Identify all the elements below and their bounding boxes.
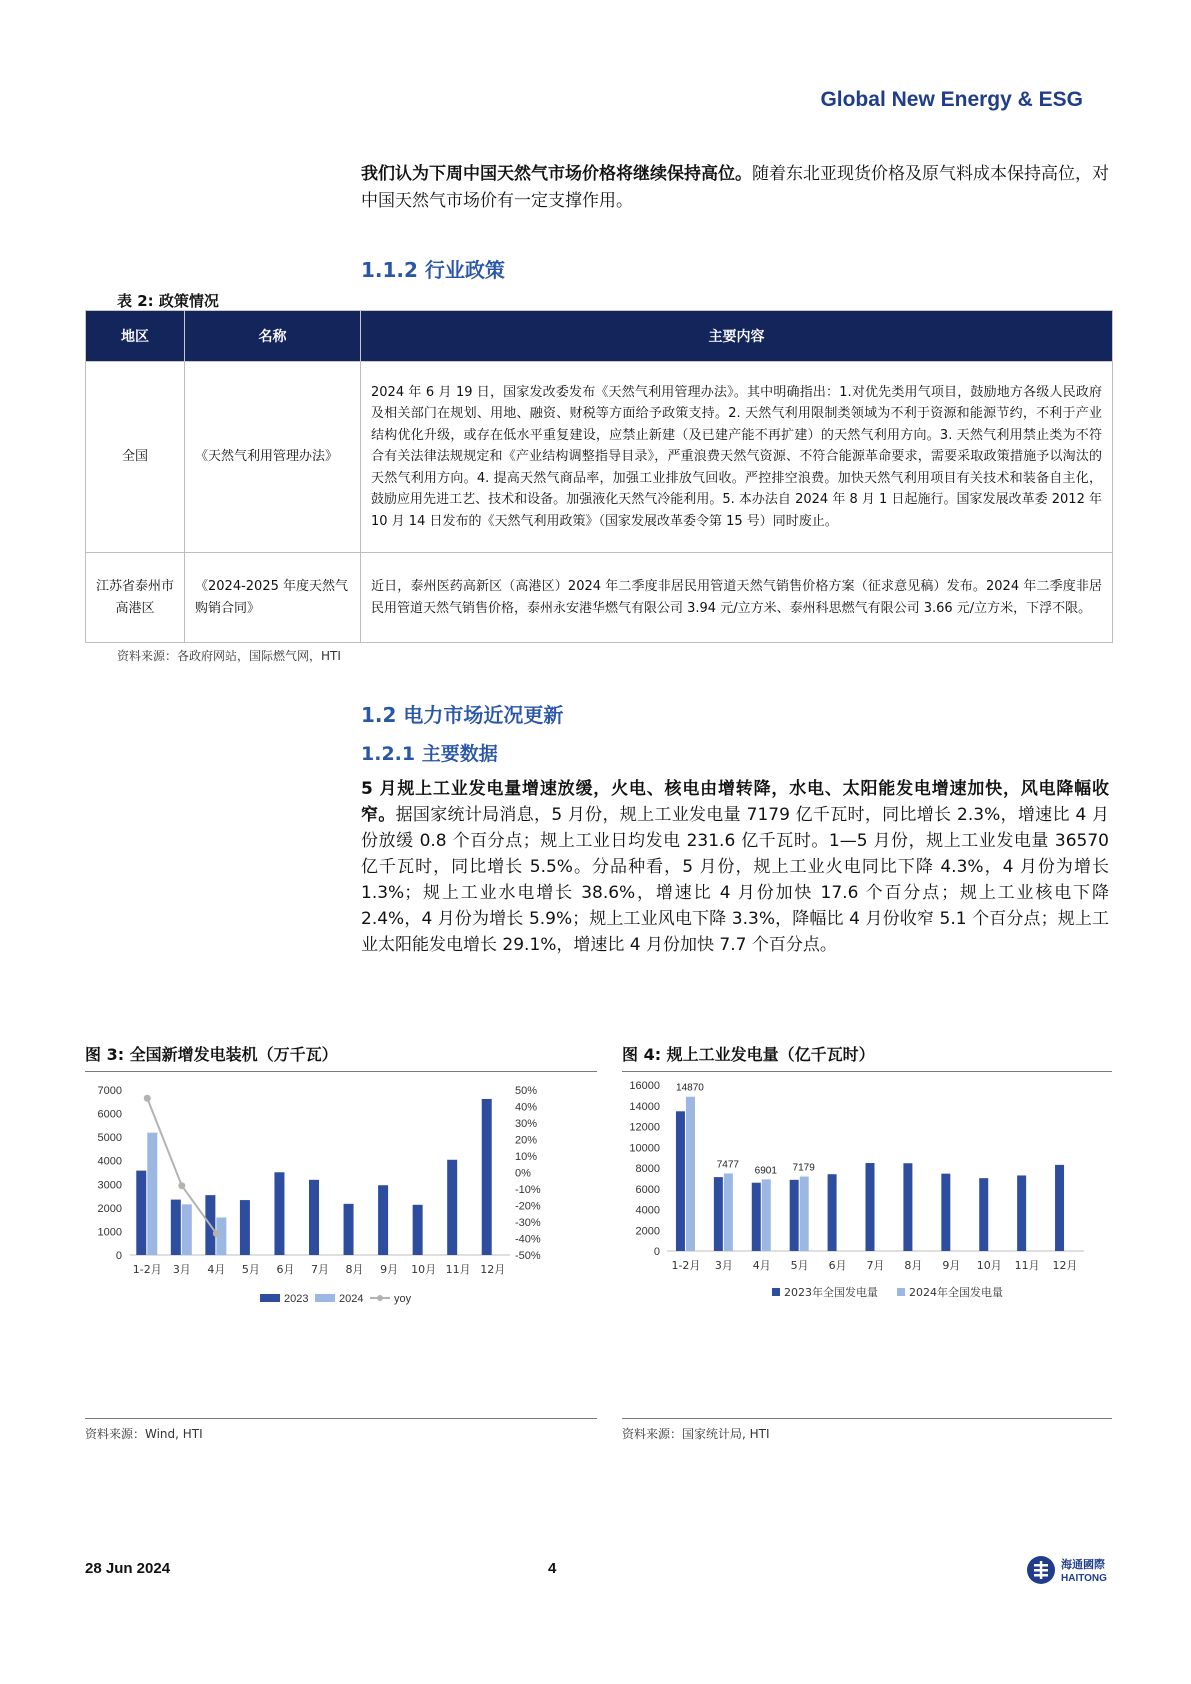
y-tick-label: 6000 <box>635 1183 660 1196</box>
cell-content: 2024 年 6 月 19 日，国家发改委发布《天然气利用管理办法》。其中明确指出：1.对优先类用气项目，鼓励地方各级人民政府及相关部门在规划、用地、融资、财税等方面给予政策支持。2. 天然气利用限制类领域为不利于资源和能源节约，不利于产业结构优化升级，或存在低水平重复建设，应禁止新建（及已建产能不再扩建）的天然气利用方向。3. 天然气利用禁止类为不符合有关法律法规规定和《产业结构调整指导目录》，严重浪费天然气资源、不符合能源革命要求，需要采取政策措施予以淘汰的天然气利用方向。4. 提高天然气商品率，加强工业排放气回收。严控排空浪费。加快天然气利用项目有关技术和装备自主化，鼓励应用先进工艺、技术和设备。加强液化天然气冷能利用。5. 本办法自 2024 年 8 月 1 日起施行。国家发展改革委 2012 年 10 月 14 日发布的《天然气利用政策》（国家发展改革委令第 15 号）同时废止。 <box>361 362 1113 553</box>
footer-page-number: 4 <box>548 1560 557 1577</box>
data-label: 14870 <box>676 1082 704 1094</box>
legend-swatch <box>260 1294 280 1302</box>
table-caption: 表 2: 政策情况 <box>117 292 219 310</box>
intro-bold: 我们认为下周中国天然气市场价格将继续保持高位。 <box>361 164 752 184</box>
data-label: 7477 <box>716 1159 739 1171</box>
intro-paragraph <box>361 161 1109 215</box>
cell-region: 江苏省泰州市高港区 <box>86 553 185 643</box>
x-tick-label: 12月 <box>480 1263 506 1276</box>
y2-tick-label: -30% <box>515 1217 541 1229</box>
figure4-bottom-rule <box>622 1418 1112 1419</box>
cell-content: 近日，泰州医药高新区（高港区）2024 年二季度非居民用管道天然气销售价格方案（征求意见稿）发布。2024 年二季度非居民用管道天然气销售价格，泰州永安港华燃气有限公司 3.94 元/立方米、泰州科思燃气有限公司 3.66 元/立方米，下浮不限。 <box>361 553 1113 643</box>
haitong-logo <box>1025 1553 1115 1587</box>
power-text: 据国家统计局消息，5 月份，规上工业发电量 7179 亿千瓦时，同比增长 2.3%，增速比 4 月份放缓 0.8 个百分点；规上工业日均发电 231.6 亿千瓦时。1—5 月份，规上工业发电量 36570 亿千瓦时，同比增长 5.5%。分品种看，5 月份，规上工业火电同比下降 4.3%，4 月份为增长 1.3%；规上工业水电增长 38.6%，增速比 4 月份加快 17.6 个百分点；规上工业核电下降 2.4%，4 月份为增长 5.9%；规上工业风电下降 3.3%，降幅比 4 月份收窄 5.1 个百分点；规上工业太阳能发电增长 29.1%，增速比 4 月份加快 7.7 个百分点。 <box>361 805 1109 955</box>
bar-2023 <box>866 1163 875 1251</box>
y2-tick-label: -20% <box>515 1200 541 1213</box>
bar-2023 <box>828 1174 837 1251</box>
bar-2023 <box>903 1163 912 1251</box>
haitong-logo-mark <box>1025 1553 1115 1587</box>
x-tick-label: 8月 <box>904 1259 923 1272</box>
bar-2023 <box>790 1180 799 1251</box>
bar-2024 <box>182 1204 192 1255</box>
legend-swatch-marker <box>377 1295 383 1301</box>
bar-2023 <box>344 1204 354 1255</box>
y-tick-label: 2000 <box>635 1225 660 1238</box>
bar-2024 <box>724 1173 733 1251</box>
header-content: 主要内容 <box>361 311 1113 362</box>
x-tick-label: 10月 <box>976 1259 1002 1272</box>
y-tick-label: 12000 <box>629 1121 660 1134</box>
power-paragraph <box>361 776 1109 958</box>
x-tick-label: 12月 <box>1052 1259 1078 1272</box>
x-tick-label: 5月 <box>790 1259 809 1272</box>
bar-2023 <box>447 1160 457 1255</box>
y-tick-label: 1000 <box>97 1226 122 1239</box>
y-tick-label: 6000 <box>97 1108 122 1121</box>
footer-date: 28 Jun 2024 <box>85 1560 171 1577</box>
bar-2023 <box>979 1178 988 1251</box>
bar-2023 <box>676 1111 685 1251</box>
intro-text: 随着东北亚现货价格及原气料成本保持高位，对中国天然气市场价有一定支撑作用。 <box>361 164 1109 211</box>
x-tick-label: 1-2月 <box>132 1263 162 1276</box>
y-tick-label: 7000 <box>97 1085 122 1097</box>
y2-tick-label: 10% <box>515 1151 538 1163</box>
chart-new-capacity <box>85 1075 597 1405</box>
svg-text:HAITONG: HAITONG <box>1061 1573 1107 1584</box>
cell-region: 全国 <box>86 362 185 553</box>
legend-swatch <box>772 1288 780 1296</box>
y-tick-label: 8000 <box>635 1163 660 1175</box>
legend-label: 2023 <box>284 1293 309 1305</box>
bar-2023 <box>482 1099 492 1255</box>
bar-2023 <box>171 1200 181 1255</box>
section-heading-121: 1.2.1 主要数据 <box>361 743 498 765</box>
bar-2023 <box>714 1177 723 1251</box>
power-bold: 5 月规上工业发电量增速放缓，火电、核电由增转降，水电、太阳能发电增速加快，风电降幅收窄。 <box>361 779 1109 825</box>
y-tick-label: 10000 <box>629 1142 660 1155</box>
y2-tick-label: -50% <box>515 1250 541 1262</box>
x-tick-label: 9月 <box>380 1263 399 1276</box>
x-tick-label: 11月 <box>1014 1259 1040 1272</box>
legend-label: yoy <box>394 1293 412 1305</box>
y-tick-label: 16000 <box>629 1080 660 1092</box>
y2-tick-label: 0% <box>515 1167 531 1180</box>
bar-2024 <box>762 1179 771 1251</box>
point-yoy <box>144 1095 151 1102</box>
bar-2024 <box>686 1097 695 1251</box>
figure4-top-rule <box>622 1071 1112 1072</box>
cell-name: 《天然气利用管理办法》 <box>185 362 361 553</box>
x-tick-label: 10月 <box>411 1263 437 1276</box>
y-tick-label: 2000 <box>97 1202 122 1215</box>
bar-2023 <box>413 1205 423 1255</box>
chart-power-generation <box>622 1075 1112 1405</box>
x-tick-label: 6月 <box>828 1259 847 1272</box>
table-row <box>86 553 1113 643</box>
legend-label: 2023年全国发电量 <box>784 1286 878 1299</box>
y2-tick-label: 50% <box>515 1085 538 1097</box>
y-tick-label: 14000 <box>629 1100 660 1113</box>
y-tick-label: 0 <box>115 1250 122 1262</box>
figure4-caption: 图 4: 规上工业发电量（亿千瓦时） <box>622 1045 875 1064</box>
y-tick-label: 4000 <box>635 1204 660 1217</box>
x-tick-label: 4月 <box>752 1259 771 1272</box>
cell-name: 《2024-2025 年度天然气购销合同》 <box>185 553 361 643</box>
bar-2023 <box>309 1180 319 1255</box>
table-source: 资料来源：各政府网站，国际燃气网，HTI <box>117 649 341 663</box>
x-tick-label: 1-2月 <box>671 1259 701 1272</box>
y2-tick-label: -10% <box>515 1184 541 1196</box>
x-tick-label: 7月 <box>311 1263 329 1276</box>
figure3-bottom-rule <box>85 1418 597 1419</box>
y2-tick-label: 40% <box>515 1101 538 1114</box>
x-tick-label: 5月 <box>241 1263 260 1276</box>
x-tick-label: 4月 <box>207 1263 226 1276</box>
brand-title: Global New Energy & ESG <box>820 88 1083 111</box>
table-header-row <box>86 311 1113 362</box>
header-region: 地区 <box>86 311 185 362</box>
y-tick-label: 5000 <box>97 1132 122 1145</box>
y-tick-label: 4000 <box>97 1155 122 1168</box>
y2-tick-label: 30% <box>515 1118 538 1130</box>
bar-2023 <box>752 1183 761 1251</box>
x-tick-label: 3月 <box>714 1259 733 1272</box>
x-tick-label: 6月 <box>276 1263 295 1276</box>
bar-2023 <box>378 1185 388 1255</box>
point-yoy <box>178 1182 185 1189</box>
header-name: 名称 <box>185 311 361 362</box>
legend-swatch <box>897 1288 905 1296</box>
figure3-source: 资料来源：Wind, HTI <box>85 1427 203 1441</box>
x-tick-label: 7月 <box>866 1259 885 1272</box>
x-tick-label: 11月 <box>445 1263 471 1276</box>
bar-2024 <box>800 1177 809 1251</box>
y-tick-label: 3000 <box>97 1179 122 1192</box>
x-tick-label: 8月 <box>345 1263 364 1276</box>
legend-label: 2024年全国发电量 <box>909 1286 1003 1299</box>
x-tick-label: 3月 <box>172 1263 191 1276</box>
bar-2023 <box>274 1172 284 1255</box>
data-label: 7179 <box>792 1162 815 1174</box>
data-label: 6901 <box>754 1165 777 1177</box>
bar-2023 <box>1055 1165 1064 1251</box>
section-heading-12: 1.2 电力市场近况更新 <box>361 703 564 727</box>
point-yoy <box>213 1230 220 1237</box>
table-row <box>86 362 1113 553</box>
figure4-source: 资料来源：国家统计局, HTI <box>622 1427 770 1441</box>
legend-label: 2024 <box>339 1293 364 1305</box>
bar-2023 <box>941 1174 950 1251</box>
bar-2023 <box>1017 1175 1026 1251</box>
figure3-top-rule <box>85 1071 597 1072</box>
svg-text:海通國際: 海通國際 <box>1061 1558 1105 1571</box>
bar-2023 <box>136 1171 146 1255</box>
section-heading-112: 1.1.2 行业政策 <box>361 258 505 282</box>
legend-swatch <box>315 1294 335 1302</box>
figure3-caption: 图 3: 全国新增发电装机（万千瓦） <box>85 1045 338 1064</box>
y2-tick-label: 20% <box>515 1134 538 1147</box>
x-tick-label: 9月 <box>942 1259 961 1272</box>
y2-tick-label: -40% <box>515 1233 541 1246</box>
policy-table <box>85 310 1113 643</box>
bar-2023 <box>240 1200 250 1255</box>
bar-2024 <box>147 1133 157 1255</box>
y-tick-label: 0 <box>653 1246 660 1258</box>
